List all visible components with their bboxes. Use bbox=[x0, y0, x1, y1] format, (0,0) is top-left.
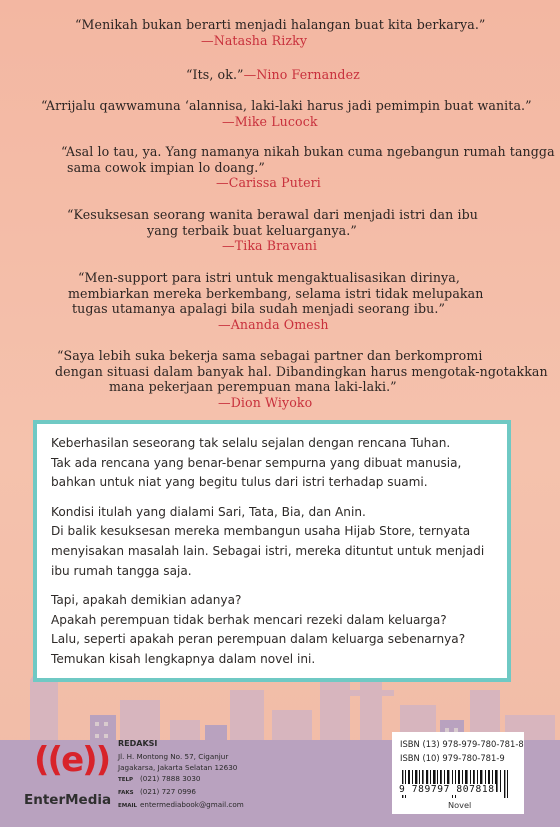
fax-label: FAKS bbox=[118, 790, 134, 796]
synopsis-box bbox=[33, 420, 511, 682]
quote bbox=[75, 17, 485, 48]
quote-line: “Men-support para istri untuk mengaktualisasikan dirinya, bbox=[78, 270, 460, 285]
quote-line: sama cowok impian lo doang.” bbox=[67, 159, 265, 175]
quote-line: membiarkan mereka berkembang, selama istri tidak melupakan bbox=[68, 285, 484, 301]
quote bbox=[57, 348, 548, 410]
quote-line: tugas utamanya apalagi bila sudah menjadi seorang ibu.” bbox=[72, 301, 446, 316]
quote bbox=[67, 207, 478, 254]
synopsis-line: Tapi, apakah demikian adanya? bbox=[51, 593, 242, 608]
publisher-name: EnterMedia bbox=[24, 792, 112, 808]
phone-row bbox=[118, 773, 244, 786]
fax-row bbox=[118, 786, 244, 799]
synopsis-line: Apakah perempuan tidak berhak mencari rezeki dalam keluarga? bbox=[51, 612, 447, 627]
quote-line: “Saya lebih suka bekerja sama sebagai partner dan berkompromi bbox=[57, 348, 483, 363]
synopsis-line: Tak ada rencana yang benar-benar sempurna yang dibuat manusia, bbox=[51, 455, 462, 470]
quote bbox=[61, 144, 555, 191]
quote-author: — Natasha Rizky bbox=[75, 33, 485, 49]
book-category: Novel bbox=[448, 800, 472, 810]
synopsis-line: Lalu, seperti apakah peran perempuan dalam keluarga sebenarnya? bbox=[51, 632, 466, 647]
quote-line: “Kesuksesan seorang wanita berawal dari menjadi istri dan ibu bbox=[67, 207, 478, 222]
synopsis-line: ibu rumah tangga saja. bbox=[51, 563, 192, 578]
phone-label: TELP bbox=[118, 777, 134, 783]
synopsis-paragraph bbox=[51, 591, 507, 669]
barcode-digits: 9 789797 807818 bbox=[399, 784, 495, 795]
entermedia-logo-icon: ((e)) bbox=[34, 740, 110, 780]
synopsis-paragraph bbox=[51, 434, 507, 493]
isbn-13: ISBN (13) 978-979-780-781-8 bbox=[400, 739, 524, 749]
synopsis-line: Di balik kesuksesan mereka membangun usaha Hijab Store, ternyata bbox=[51, 524, 471, 539]
publisher-contact bbox=[118, 738, 244, 812]
quote bbox=[186, 67, 360, 83]
address-line: Jl. H. Montong No. 57, Ciganjur bbox=[118, 752, 229, 761]
email-address: entermediabook@gmail.com bbox=[140, 800, 244, 809]
redaksi-heading: REDAKSI bbox=[118, 739, 158, 748]
quote-line: “Menikah bukan berarti menjadi halangan buat kita berkarya.” bbox=[75, 17, 486, 32]
synopsis-line: bahkan untuk niat yang begitu tulus dari istri terhadap suami. bbox=[51, 475, 428, 490]
address-line: Jagakarsa, Jakarta Selatan 12630 bbox=[118, 763, 238, 772]
email-row bbox=[118, 799, 244, 812]
quote bbox=[41, 98, 532, 129]
quote-author: — Ananda Omesh bbox=[78, 317, 483, 333]
quote-line: mana pekerjaan perempuan mana laki-laki.” bbox=[109, 379, 397, 394]
synopsis-line: menyisakan masalah lain. Sebagai istri, mereka dituntut untuk menjadi bbox=[51, 543, 485, 558]
quote-line: yang terbaik buat keluarganya.” bbox=[147, 222, 357, 238]
synopsis-line: Keberhasilan seseorang tak selalu sejalan dengan rencana Tuhan. bbox=[51, 436, 451, 450]
email-label: EMAIL bbox=[118, 803, 138, 809]
quote-author: — Mike Lucock bbox=[41, 114, 532, 130]
synopsis-paragraph bbox=[51, 503, 507, 581]
quote bbox=[68, 270, 484, 332]
quote-author: — Dion Wiyoko bbox=[57, 395, 548, 411]
phone-number: (021) 7888 3030 bbox=[140, 774, 201, 783]
publisher-logo bbox=[24, 730, 112, 820]
isbn-10: ISBN (10) 979-780-781-9 bbox=[400, 753, 505, 763]
quote-author: — Carissa Puteri bbox=[61, 175, 555, 191]
synopsis-line: Temukan kisah lengkapnya dalam novel ini. bbox=[51, 651, 316, 666]
fax-number: (021) 727 0996 bbox=[140, 787, 196, 796]
quote-line: dengan situasi dalam banyak hal. Dibandingkan harus mengotak-ngotakkan bbox=[55, 363, 548, 379]
quote-line: “Arrijalu qawwamuna ‘alannisa, laki-laki harus jadi pemimpin buat wanita.” bbox=[41, 98, 532, 113]
quote-line: “Asal lo tau, ya. Yang namanya nikah bukan cuma ngebangun rumah tangga bbox=[61, 144, 555, 159]
quote-line: “Its, ok.” bbox=[186, 67, 244, 82]
quote-author: — Tika Bravani bbox=[67, 238, 478, 254]
synopsis-line: Kondisi itulah yang dialami Sari, Tata, Bia, dan Anin. bbox=[51, 504, 366, 519]
quote-author: — Nino Fernandez bbox=[244, 67, 360, 82]
